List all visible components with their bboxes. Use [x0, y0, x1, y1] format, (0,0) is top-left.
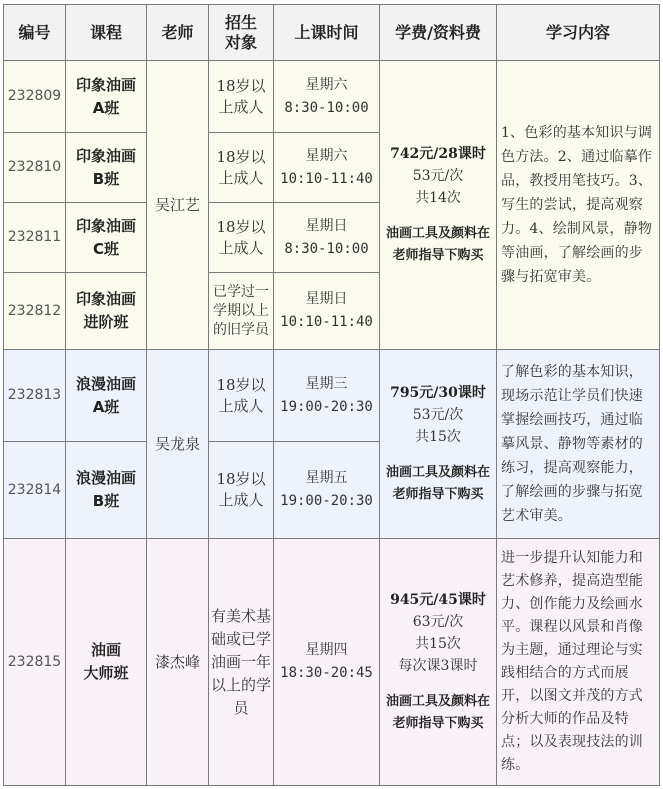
header-code: 编号 [4, 5, 66, 61]
fee-materials-note [380, 223, 496, 267]
course-name-line1: 印象油画 [75, 290, 136, 308]
enrollment-target: 已学过一学期以上的旧学员 [209, 273, 274, 350]
course-name-line1: 印象油画 [75, 146, 136, 165]
course-name [66, 61, 147, 133]
course-code: 232812 [4, 273, 66, 350]
learning-content: 1、色彩的基本知识与调色方法。2、通过临摹作品，教授用笔技巧。3、写生的尝试，提高观察力。4、绘制风景，静物等油画，了解绘画的步骤与拓宽审美。 [497, 61, 660, 350]
class-weekday: 星期六 [305, 76, 348, 93]
fee-session-count: 共15次 [415, 429, 461, 445]
course-name-line2: B班 [92, 169, 120, 188]
enrollment-target: 18岁以上成人 [209, 442, 274, 539]
class-weekday: 星期日 [305, 291, 348, 307]
enrollment-target: 18岁以上成人 [209, 203, 274, 273]
table-row [4, 539, 660, 786]
header-teacher: 老师 [147, 5, 209, 61]
fee-materials-note [380, 462, 496, 506]
course-code: 232814 [4, 442, 66, 539]
teacher-name: 吴龙泉 [147, 350, 209, 539]
course-name-line1: 浪漫油画 [75, 374, 136, 393]
fee-session-count: 共14次 [415, 190, 461, 206]
header-course: 课程 [66, 5, 147, 61]
header-target [209, 5, 274, 61]
class-time [274, 203, 380, 273]
fee-per-session: 63元/次 [412, 614, 464, 630]
course-name [66, 350, 147, 442]
fee-per-session: 53元/次 [412, 407, 464, 423]
teacher-name: 吴江艺 [147, 61, 209, 350]
fee-info [380, 61, 497, 350]
enrollment-target: 18岁以上成人 [209, 350, 274, 442]
fee-materials-note [380, 691, 496, 735]
fee-note-line2: 老师指导下购买 [392, 248, 484, 263]
table-row [4, 350, 660, 442]
class-time [274, 133, 380, 203]
course-name-line2: A班 [92, 98, 120, 117]
course-code: 232815 [4, 539, 66, 786]
course-name [66, 133, 147, 203]
class-hours: 18:30-20:45 [280, 665, 373, 681]
course-name-line1: 印象油画 [75, 216, 136, 235]
table-header-row [4, 5, 660, 61]
fee-note-line1: 油画工具及颜料在 [385, 226, 490, 241]
learning-content: 了解色彩的基本知识，现场示范让学员们快速掌握绘画技巧，通过临摹风景、静物等素材的练习，提高观察能力，了解绘画的步骤与拓宽艺术审美。 [497, 350, 660, 539]
class-time [274, 350, 380, 442]
course-name-line2: B班 [92, 492, 120, 510]
class-weekday: 星期四 [305, 642, 348, 658]
class-time [274, 539, 380, 786]
course-name [66, 203, 147, 273]
class-time [274, 61, 380, 133]
class-time [274, 273, 380, 350]
course-code: 232809 [4, 61, 66, 133]
course-name-line2: 大师班 [83, 664, 129, 682]
fee-note-line2: 老师指导下购买 [392, 487, 484, 502]
enrollment-target: 18岁以上成人 [209, 61, 274, 133]
header-content: 学习内容 [497, 5, 660, 61]
class-hours: 8:30-10:00 [284, 240, 369, 257]
fee-per-session: 53元/次 [412, 168, 464, 184]
learning-content: 进一步提升认知能力和艺术修养，提高造型能力、创作能力及绘画水平。课程以风景和肖像为主题，通过理论与实践相结合的方式而展开，以图文并茂的方式分析大师的作品及特点；以及表现技法的训练。 [497, 539, 660, 786]
course-name-line1: 印象油画 [75, 75, 136, 94]
course-code: 232813 [4, 350, 66, 442]
course-name-line1: 浪漫油画 [75, 469, 136, 487]
enrollment-target: 有美术基础或已学油画一年以上的学员 [209, 539, 274, 786]
course-code: 232810 [4, 133, 66, 203]
class-weekday: 星期日 [305, 217, 348, 234]
course-name [66, 273, 147, 350]
header-time: 上课时间 [274, 5, 380, 61]
enrollment-target: 18岁以上成人 [209, 133, 274, 203]
class-hours: 19:00-20:30 [280, 398, 373, 415]
course-name [66, 442, 147, 539]
class-hours: 19:00-20:30 [280, 493, 373, 509]
table-row [4, 61, 660, 133]
fee-note-line2: 老师指导下购买 [392, 716, 484, 731]
course-name-line1: 油画 [90, 641, 121, 659]
fee-price: 945元/45课时 [390, 592, 486, 608]
header-fee: 学费/资料费 [380, 5, 497, 61]
course-name-line2: 进阶班 [83, 313, 129, 331]
fee-note-line1: 油画工具及颜料在 [385, 465, 490, 480]
teacher-name: 漆杰峰 [147, 539, 209, 786]
fee-price: 795元/30课时 [390, 385, 486, 401]
class-hours: 10:10-11:40 [280, 170, 373, 187]
fee-info [380, 350, 497, 539]
class-weekday: 星期六 [305, 147, 348, 164]
course-code: 232811 [4, 203, 66, 273]
header-target-line2: 对象 [224, 32, 257, 52]
course-name-line2: C班 [92, 239, 119, 258]
course-name [66, 539, 147, 786]
class-weekday: 星期三 [305, 375, 348, 392]
class-hours: 10:10-11:40 [280, 314, 373, 330]
class-hours: 8:30-10:00 [284, 99, 369, 116]
class-weekday: 星期五 [305, 470, 348, 486]
fee-hours-per-class: 每次课3课时 [398, 658, 478, 674]
header-target-line1: 招生 [224, 12, 257, 32]
fee-price: 742元/28课时 [390, 146, 486, 162]
fee-session-count: 共15次 [415, 636, 461, 652]
course-schedule-table [3, 4, 660, 786]
class-time [274, 442, 380, 539]
fee-info [380, 539, 497, 786]
course-name-line2: A班 [92, 397, 120, 416]
fee-note-line1: 油画工具及颜料在 [385, 694, 490, 709]
